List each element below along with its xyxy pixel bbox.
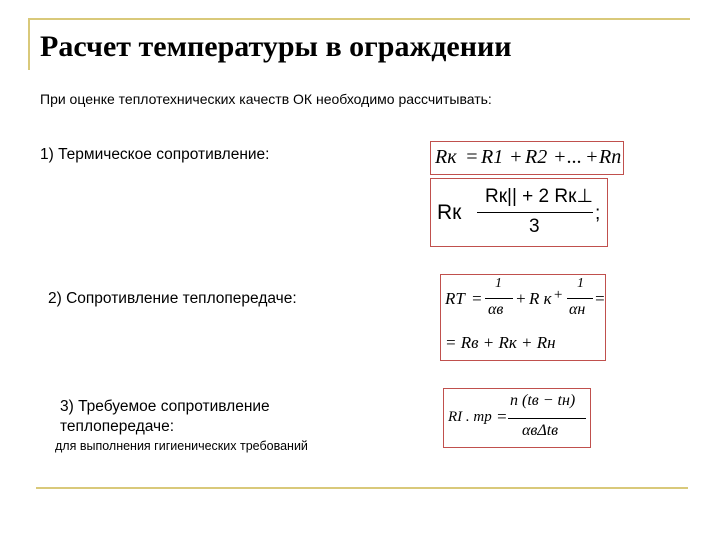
- item-required-resistance: [60, 397, 270, 437]
- item-required-resistance-line2: теплопередаче:: [60, 418, 175, 435]
- f4-denominator: αвΔtв: [522, 422, 559, 439]
- f3-mid: R к: [529, 289, 552, 308]
- f1-plus2: +: [553, 146, 567, 168]
- item-required-resistance-line1: 3) Требуемое сопротивление: [60, 398, 270, 415]
- f3-lhs: RT: [445, 289, 465, 308]
- f1-term2: R2: [525, 146, 548, 168]
- f3-eq2: =: [594, 289, 606, 308]
- frame-bottom-line: [36, 487, 688, 489]
- frame-left-line: [28, 18, 30, 70]
- formula-box-4: [443, 388, 591, 448]
- f2-denominator: 3: [529, 216, 540, 237]
- f1-plus3: +: [585, 146, 599, 168]
- f1-lhs: Rк: [435, 146, 457, 168]
- formula-box-3: [440, 274, 606, 361]
- f3-plus2: +: [553, 287, 564, 303]
- f1-plus1: +: [509, 146, 523, 168]
- f3-num2: 1: [577, 276, 584, 291]
- f1-eq: =: [465, 146, 479, 168]
- formula-box-2: [430, 178, 608, 247]
- f4-eq: =: [496, 407, 508, 426]
- f3-line2: = Rв + Rк + Rн: [445, 333, 556, 352]
- f4-fraction-bar: [508, 418, 586, 419]
- f1-termn: Rn: [599, 146, 622, 168]
- f2-fraction: [477, 181, 593, 243]
- f2-numerator: Rк|| + 2 Rк⊥: [485, 186, 593, 207]
- formula-box-1: [430, 141, 624, 175]
- f2-fraction-bar: [477, 212, 593, 213]
- f3-fraction-bar-1: [485, 298, 513, 299]
- hygiene-note: для выполнения гигиенических требований: [55, 439, 308, 453]
- f2-semicolon: ;: [595, 203, 601, 224]
- f3-den1: αв: [488, 301, 504, 318]
- f4-lhs: RI . тр: [448, 409, 492, 425]
- f4-numerator: n (tв − tн): [510, 392, 576, 409]
- f1-term1: R1: [481, 146, 504, 168]
- item-heat-transfer-resistance: 2) Сопротивление теплопередаче:: [48, 290, 297, 307]
- f3-den2: αн: [569, 301, 586, 318]
- f3-num1: 1: [495, 276, 502, 291]
- slide-title: Расчет температуры в ограждении: [40, 30, 512, 63]
- f3-plus1: +: [515, 289, 527, 308]
- f3-fraction-bar-2: [567, 298, 593, 299]
- f3-eq1: =: [471, 289, 483, 308]
- f1-dots: ...: [567, 146, 582, 168]
- f2-lhs: Rк: [437, 201, 462, 224]
- frame-top-line: [30, 18, 690, 20]
- item-thermal-resistance: 1) Термическое сопротивление:: [40, 146, 270, 163]
- intro-text: При оценке теплотехнических качеств ОК необходимо рассчитывать:: [40, 91, 492, 107]
